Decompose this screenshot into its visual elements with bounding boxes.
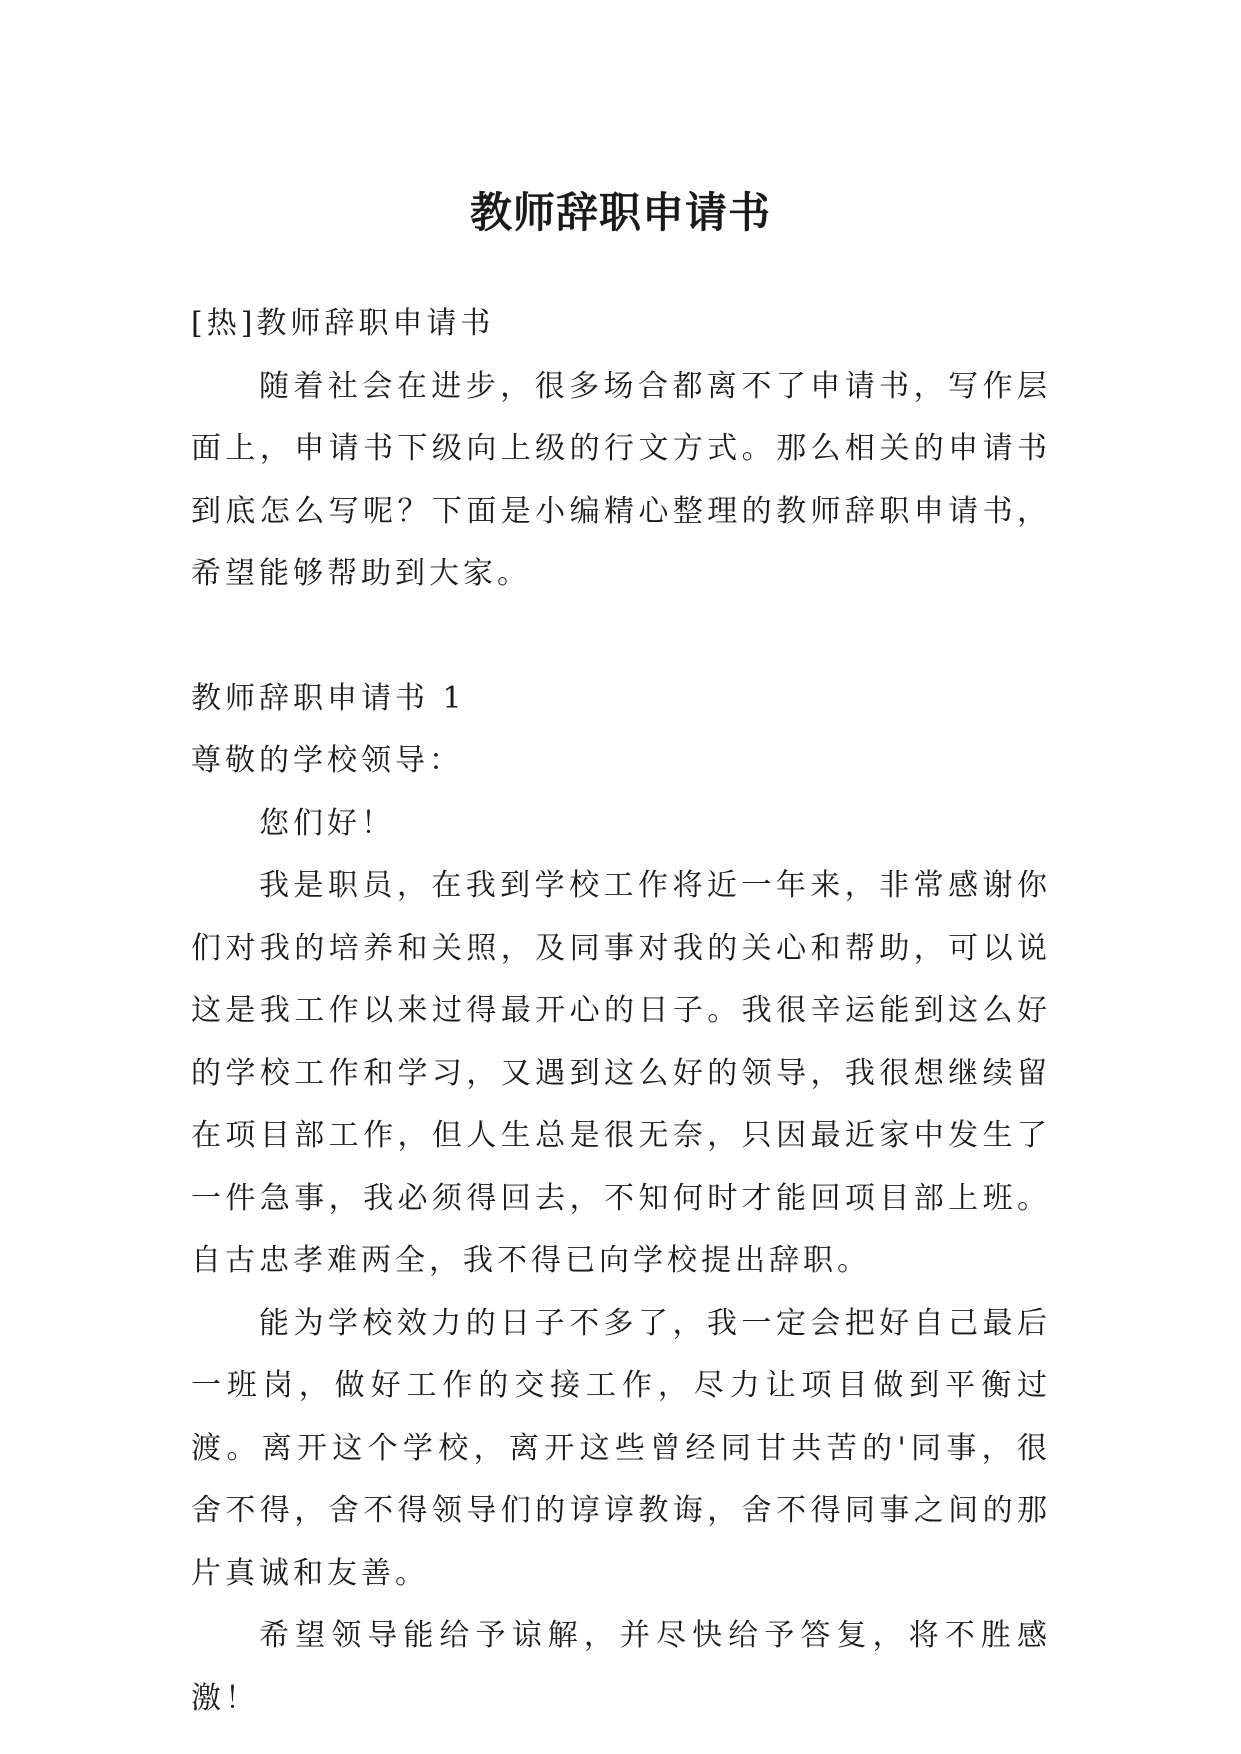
document-body (191, 293, 1051, 1730)
section-heading: 教师辞职申请书 1 (191, 680, 466, 716)
document-subtitle: [热]教师辞职申请书 (191, 306, 495, 341)
letter-greeting: 您们好！ (259, 805, 395, 841)
letter-paragraph-2: 能为学校效力的日子不多了，我一定会把好自己最后一班岗，做好工作的交接工作，尽力让项目做到平衡过渡。离开这个学校，离开这些曾经同甘共苦的'同事，很舍不得，舍不得领导们的谆谆教诲，舍不得同事之间的那片真诚和友善。 (191, 1305, 1051, 1591)
letter-paragraph-1: 我是职员，在我到学校工作将近一年来，非常感谢你们对我的培养和关照，及同事对我的关心和帮助，可以说这是我工作以来过得最开心的日子。我很辛运能到这么好的学校工作和学习，又遇到这么好的领导，我很想继续留在项目部工作，但人生总是很无奈，只因最近家中发生了一件急事，我必须得回去，不知何时才能回项目部上班。自古忠孝难两全，我不得已向学校提出辞职。 (191, 868, 1051, 1278)
document-title: 教师辞职申请书 (469, 188, 771, 238)
letter-paragraph-3: 希望领导能给予谅解，并尽快给予答复，将不胜感激！ (191, 1618, 1051, 1716)
letter-salutation: 尊敬的学校领导： (191, 743, 463, 778)
intro-paragraph: 随着社会在进步，很多场合都离不了申请书，写作层面上，申请书下级向上级的行文方式。那么相关的申请书到底怎么写呢？下面是小编精心整理的教师辞职申请书，希望能够帮助到大家。 (191, 368, 1051, 591)
section-spacer (191, 606, 1051, 668)
